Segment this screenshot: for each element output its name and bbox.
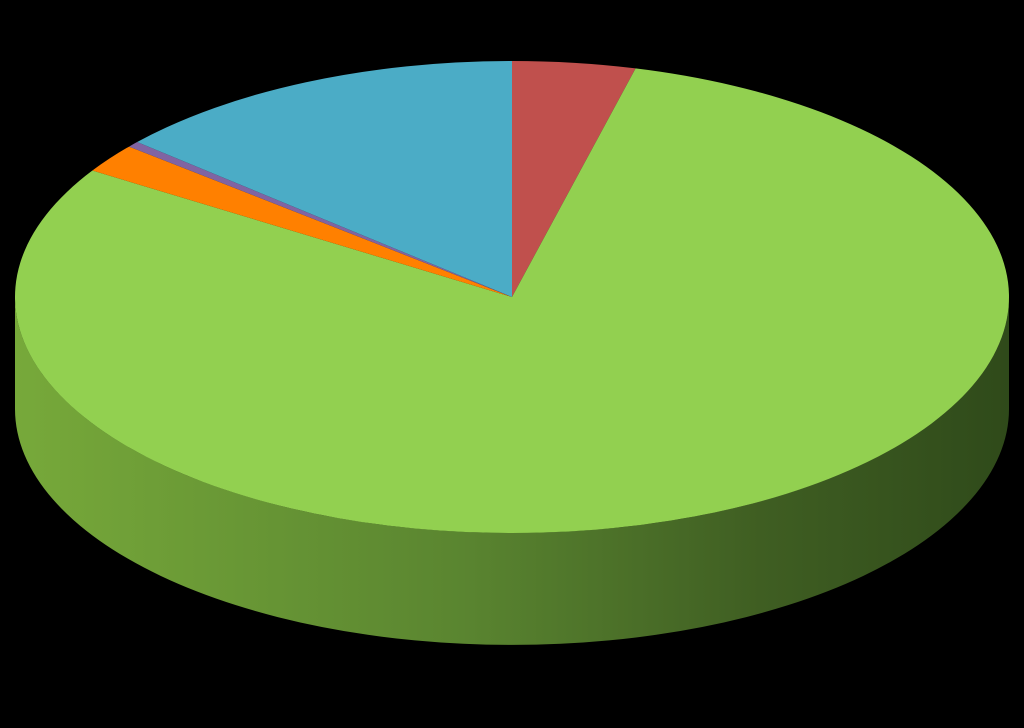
pie-top bbox=[15, 61, 1009, 533]
